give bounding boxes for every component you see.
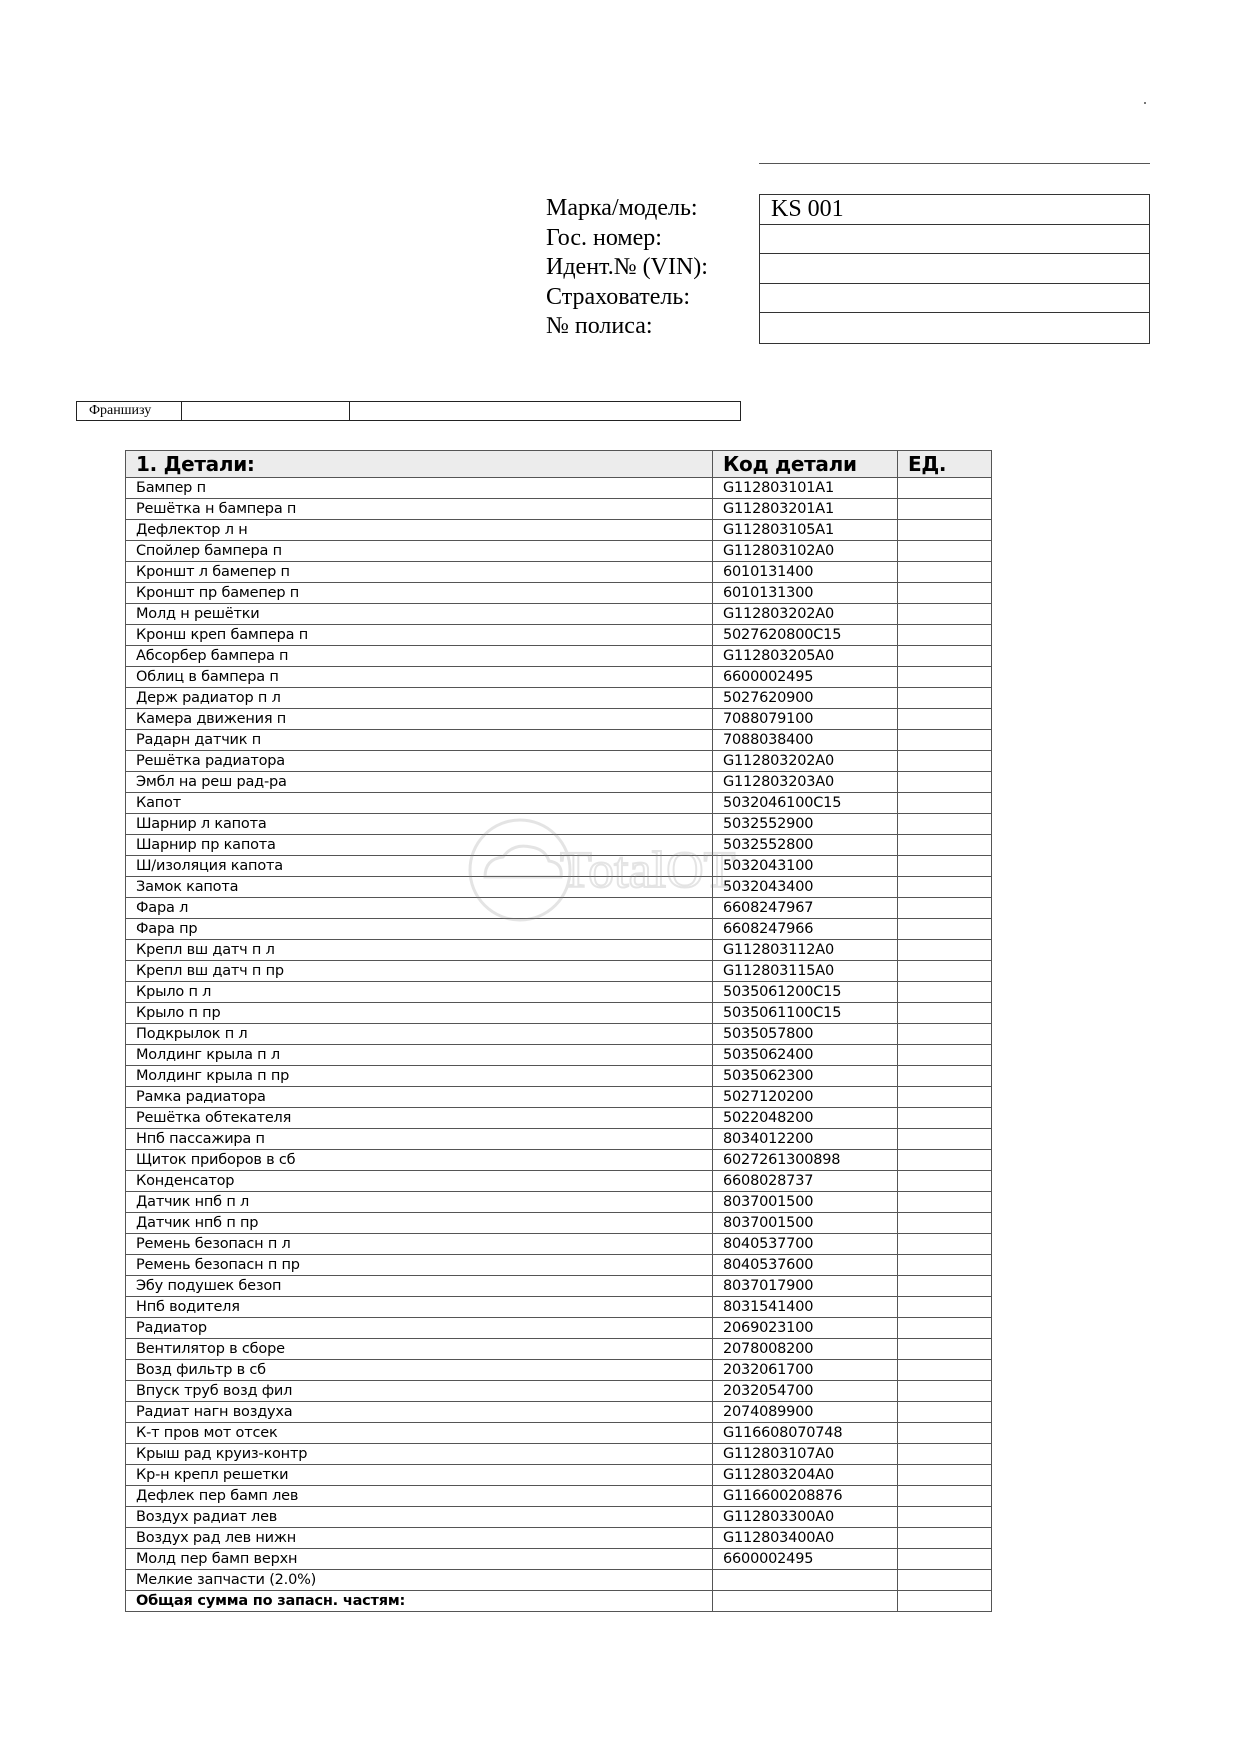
cell-code: G112803205A0 bbox=[713, 646, 898, 667]
cell-unit bbox=[898, 940, 992, 961]
label-plate-number: Гос. номер: bbox=[546, 224, 662, 251]
table-row bbox=[126, 1486, 992, 1507]
cell-code: 6608247966 bbox=[713, 919, 898, 940]
cell-name: Крыш рад круиз-контр bbox=[126, 1444, 713, 1465]
cell-code: 5027120200 bbox=[713, 1087, 898, 1108]
cell-unit bbox=[898, 1192, 992, 1213]
table-row bbox=[126, 898, 992, 919]
cell-name: Возд фильтр в сб bbox=[126, 1360, 713, 1381]
table-row bbox=[126, 856, 992, 877]
table-row bbox=[126, 1276, 992, 1297]
cell-name: Кроншт пр бамепер п bbox=[126, 583, 713, 604]
cell-unit bbox=[898, 583, 992, 604]
cell-unit bbox=[898, 1276, 992, 1297]
cell-name: Облиц в бампера п bbox=[126, 667, 713, 688]
table-row bbox=[126, 1213, 992, 1234]
cell-code: 5035062300 bbox=[713, 1066, 898, 1087]
field-vin bbox=[760, 254, 1149, 284]
cell-name: К-т пров мот отсек bbox=[126, 1423, 713, 1444]
cell-code: 6027261300898 bbox=[713, 1150, 898, 1171]
cell-name: Вентилятор в сборе bbox=[126, 1339, 713, 1360]
table-row bbox=[126, 1339, 992, 1360]
cell-code: 5032552800 bbox=[713, 835, 898, 856]
cell-code: 5035061200C15 bbox=[713, 982, 898, 1003]
table-row bbox=[126, 499, 992, 520]
cell-unit bbox=[898, 499, 992, 520]
cell-name: Шарнир пр капота bbox=[126, 835, 713, 856]
table-row bbox=[126, 793, 992, 814]
cell-unit bbox=[898, 1444, 992, 1465]
cell-unit bbox=[898, 1486, 992, 1507]
franchise-table bbox=[76, 401, 741, 421]
cell-name: Нпб пассажира п bbox=[126, 1129, 713, 1150]
total-cell-name: Общая сумма по запасн. частям: bbox=[126, 1591, 713, 1612]
cell-code: 6608028737 bbox=[713, 1171, 898, 1192]
cell-name: Конденсатор bbox=[126, 1171, 713, 1192]
cell-unit bbox=[898, 625, 992, 646]
table-row bbox=[126, 1402, 992, 1423]
cell-unit bbox=[898, 1339, 992, 1360]
total-cell-code bbox=[713, 1591, 898, 1612]
cell-name: Держ радиатор п л bbox=[126, 688, 713, 709]
label-policy-number: № полиса: bbox=[546, 313, 653, 340]
cell-name: Щиток приборов в сб bbox=[126, 1150, 713, 1171]
cell-name: Крепл вш датч п пр bbox=[126, 961, 713, 982]
table-row bbox=[126, 625, 992, 646]
cell-unit bbox=[898, 1423, 992, 1444]
cell-name: Кронш креп бампера п bbox=[126, 625, 713, 646]
vehicle-info-labels bbox=[546, 194, 708, 342]
table-row bbox=[126, 1528, 992, 1549]
cell-code: 6010131400 bbox=[713, 562, 898, 583]
cell-code: G112803202A0 bbox=[713, 751, 898, 772]
cell-name: Фара л bbox=[126, 898, 713, 919]
cell-unit bbox=[898, 814, 992, 835]
table-row bbox=[126, 1192, 992, 1213]
cell-code: G116600208876 bbox=[713, 1486, 898, 1507]
cell-name: Крыло п пр bbox=[126, 1003, 713, 1024]
cell-name: Молдинг крыла п пр bbox=[126, 1066, 713, 1087]
table-row bbox=[126, 1360, 992, 1381]
table-row bbox=[126, 877, 992, 898]
cell-name: Капот bbox=[126, 793, 713, 814]
cell-name: Фара пр bbox=[126, 919, 713, 940]
cell-code: 8031541400 bbox=[713, 1297, 898, 1318]
field-plate-number bbox=[760, 225, 1149, 255]
parts-table bbox=[125, 450, 992, 1612]
cell-unit bbox=[898, 688, 992, 709]
cell-unit bbox=[898, 793, 992, 814]
parts-table-body bbox=[126, 478, 992, 1612]
cell-name: Ремень безопасн п пр bbox=[126, 1255, 713, 1276]
cell-unit bbox=[898, 1528, 992, 1549]
cell-name: Эмбл на реш рад-ра bbox=[126, 772, 713, 793]
cell-name: Впуск труб возд фил bbox=[126, 1381, 713, 1402]
cell-unit bbox=[898, 1129, 992, 1150]
cell-name: Радарн датчик п bbox=[126, 730, 713, 751]
cell-unit bbox=[898, 1234, 992, 1255]
cell-code: 6600002495 bbox=[713, 667, 898, 688]
cell-unit bbox=[898, 1066, 992, 1087]
cell-name: Радиатор bbox=[126, 1318, 713, 1339]
cell-name: Подкрылок п л bbox=[126, 1024, 713, 1045]
table-row bbox=[126, 1108, 992, 1129]
cell-code: 2069023100 bbox=[713, 1318, 898, 1339]
cell-code: 8034012200 bbox=[713, 1129, 898, 1150]
cell-unit bbox=[898, 1318, 992, 1339]
table-row bbox=[126, 1423, 992, 1444]
cell-name: Дефлек пер бамп лев bbox=[126, 1486, 713, 1507]
table-row bbox=[126, 1465, 992, 1486]
cell-code: 5035061100C15 bbox=[713, 1003, 898, 1024]
cell-code: 5032552900 bbox=[713, 814, 898, 835]
cell-unit bbox=[898, 1150, 992, 1171]
table-row bbox=[126, 961, 992, 982]
cell-code: G112803203A0 bbox=[713, 772, 898, 793]
cell-name: Радиат нагн воздуха bbox=[126, 1402, 713, 1423]
header-parts: 1. Детали: bbox=[126, 451, 713, 478]
cell-unit bbox=[898, 730, 992, 751]
table-row bbox=[126, 1150, 992, 1171]
table-row bbox=[126, 1024, 992, 1045]
cell-unit bbox=[898, 478, 992, 499]
table-row bbox=[126, 604, 992, 625]
cell-name: Ремень безопасн п л bbox=[126, 1234, 713, 1255]
table-row bbox=[126, 1381, 992, 1402]
cell-name: Бампер п bbox=[126, 478, 713, 499]
stray-dot bbox=[1144, 102, 1146, 104]
table-row bbox=[126, 1171, 992, 1192]
cell-name: Датчик нпб п л bbox=[126, 1192, 713, 1213]
cell-unit bbox=[898, 541, 992, 562]
cell-code: 8040537700 bbox=[713, 1234, 898, 1255]
cell-unit bbox=[898, 646, 992, 667]
cell-name: Ш/изоляция капота bbox=[126, 856, 713, 877]
field-make-model: KS 001 bbox=[760, 195, 1149, 225]
table-row bbox=[126, 919, 992, 940]
cell-unit bbox=[898, 1507, 992, 1528]
table-row bbox=[126, 667, 992, 688]
cell-name: Кр-н крепл решетки bbox=[126, 1465, 713, 1486]
cell-unit bbox=[898, 1024, 992, 1045]
cell-code: 8040537600 bbox=[713, 1255, 898, 1276]
cell-code: 2078008200 bbox=[713, 1339, 898, 1360]
cell-code: G112803115A0 bbox=[713, 961, 898, 982]
cell-unit bbox=[898, 562, 992, 583]
table-row bbox=[126, 772, 992, 793]
cell-unit bbox=[898, 856, 992, 877]
table-row bbox=[126, 982, 992, 1003]
table-row bbox=[126, 1444, 992, 1465]
table-row bbox=[126, 709, 992, 730]
table-row bbox=[126, 562, 992, 583]
cell-unit bbox=[898, 1402, 992, 1423]
cell-name: Шарнир л капота bbox=[126, 814, 713, 835]
cell-unit bbox=[898, 919, 992, 940]
table-row bbox=[126, 1045, 992, 1066]
cell-unit bbox=[898, 667, 992, 688]
cell-unit bbox=[898, 877, 992, 898]
cell-name: Воздух рад лев нижн bbox=[126, 1528, 713, 1549]
table-row bbox=[126, 940, 992, 961]
cell-name: Спойлер бампера п bbox=[126, 541, 713, 562]
cell-unit bbox=[898, 1465, 992, 1486]
table-row bbox=[126, 1087, 992, 1108]
cell-code: 5032043100 bbox=[713, 856, 898, 877]
cell-code: G112803201A1 bbox=[713, 499, 898, 520]
table-row bbox=[126, 814, 992, 835]
table-row bbox=[126, 583, 992, 604]
cell-code: 5035057800 bbox=[713, 1024, 898, 1045]
cell-code: 5032046100C15 bbox=[713, 793, 898, 814]
table-row bbox=[126, 520, 992, 541]
cell-name: Дефлектор л н bbox=[126, 520, 713, 541]
cell-name: Решётка радиатора bbox=[126, 751, 713, 772]
cell-unit bbox=[898, 1381, 992, 1402]
cell-code: G112803112A0 bbox=[713, 940, 898, 961]
cell-unit bbox=[898, 1045, 992, 1066]
header-unit: ЕД. bbox=[898, 451, 992, 478]
total-cell-unit bbox=[898, 1591, 992, 1612]
cell-name: Датчик нпб п пр bbox=[126, 1213, 713, 1234]
cell-code: 7088079100 bbox=[713, 709, 898, 730]
cell-unit bbox=[898, 1003, 992, 1024]
cell-unit bbox=[898, 520, 992, 541]
cell-code: 6600002495 bbox=[713, 1549, 898, 1570]
cell-code: 5027620800C15 bbox=[713, 625, 898, 646]
cell-unit bbox=[898, 751, 992, 772]
table-row bbox=[126, 835, 992, 856]
cell-unit bbox=[898, 604, 992, 625]
cell-name: Воздух радиат лев bbox=[126, 1507, 713, 1528]
cell-code: G112803107A0 bbox=[713, 1444, 898, 1465]
table-row bbox=[126, 1003, 992, 1024]
franchise-label: Франшизу bbox=[77, 402, 182, 420]
cell-code: 5032043400 bbox=[713, 877, 898, 898]
franchise-value-1 bbox=[182, 402, 350, 420]
field-insured bbox=[760, 284, 1149, 314]
cell-name: Камера движения п bbox=[126, 709, 713, 730]
cell-unit bbox=[898, 772, 992, 793]
cell-unit bbox=[898, 1549, 992, 1570]
table-row bbox=[126, 1297, 992, 1318]
label-vin: Идент.№ (VIN): bbox=[546, 254, 708, 281]
cell-unit bbox=[898, 961, 992, 982]
cell-name: Кроншт л бамепер п bbox=[126, 562, 713, 583]
cell-unit bbox=[898, 835, 992, 856]
cell-name: Эбу подушек безоп bbox=[126, 1276, 713, 1297]
table-row bbox=[126, 1129, 992, 1150]
franchise-value-2 bbox=[350, 402, 740, 420]
cell-unit bbox=[898, 1213, 992, 1234]
cell-code: G112803400A0 bbox=[713, 1528, 898, 1549]
parts-table-header bbox=[126, 451, 992, 478]
table-row bbox=[126, 1318, 992, 1339]
cell-code: G112803102A0 bbox=[713, 541, 898, 562]
signature-line bbox=[759, 163, 1150, 164]
table-row bbox=[126, 730, 992, 751]
cell-name: Крыло п л bbox=[126, 982, 713, 1003]
cell-unit bbox=[898, 709, 992, 730]
cell-code: G112803300A0 bbox=[713, 1507, 898, 1528]
cell-code: 5022048200 bbox=[713, 1108, 898, 1129]
cell-name: Решётка обтекателя bbox=[126, 1108, 713, 1129]
cell-code bbox=[713, 1570, 898, 1591]
label-insured: Страхователь: bbox=[546, 283, 690, 310]
cell-code: 6608247967 bbox=[713, 898, 898, 919]
cell-unit bbox=[898, 1360, 992, 1381]
cell-code: G112803105A1 bbox=[713, 520, 898, 541]
cell-code: 5035062400 bbox=[713, 1045, 898, 1066]
cell-code: 5027620900 bbox=[713, 688, 898, 709]
cell-name: Крепл вш датч п л bbox=[126, 940, 713, 961]
table-row bbox=[126, 751, 992, 772]
table-row bbox=[126, 1507, 992, 1528]
cell-name: Рамка радиатора bbox=[126, 1087, 713, 1108]
table-row bbox=[126, 646, 992, 667]
table-row bbox=[126, 1570, 992, 1591]
cell-code: 2074089900 bbox=[713, 1402, 898, 1423]
watermark-text: TotalOT bbox=[560, 842, 736, 899]
cell-code: 7088038400 bbox=[713, 730, 898, 751]
cell-code: G112803202A0 bbox=[713, 604, 898, 625]
cell-unit bbox=[898, 1570, 992, 1591]
cell-name: Молд пер бамп верхн bbox=[126, 1549, 713, 1570]
table-row bbox=[126, 541, 992, 562]
cell-code: 8037001500 bbox=[713, 1213, 898, 1234]
label-make-model: Марка/модель: bbox=[546, 195, 698, 221]
total-row bbox=[126, 1591, 992, 1612]
field-policy-number bbox=[760, 313, 1149, 343]
cell-code: 6010131300 bbox=[713, 583, 898, 604]
cell-code: 2032061700 bbox=[713, 1360, 898, 1381]
cell-unit bbox=[898, 1255, 992, 1276]
table-row bbox=[126, 1255, 992, 1276]
table-row bbox=[126, 1234, 992, 1255]
cell-unit bbox=[898, 1171, 992, 1192]
cell-code: 8037017900 bbox=[713, 1276, 898, 1297]
table-row bbox=[126, 478, 992, 499]
table-row bbox=[126, 1066, 992, 1087]
cell-code: G112803101A1 bbox=[713, 478, 898, 499]
cell-unit bbox=[898, 982, 992, 1003]
cell-unit bbox=[898, 898, 992, 919]
table-row bbox=[126, 1549, 992, 1570]
cell-name: Молд н решётки bbox=[126, 604, 713, 625]
vehicle-info-box bbox=[759, 194, 1150, 344]
cell-name: Замок капота bbox=[126, 877, 713, 898]
cell-code: G116608070748 bbox=[713, 1423, 898, 1444]
cell-name: Нпб водителя bbox=[126, 1297, 713, 1318]
cell-unit bbox=[898, 1297, 992, 1318]
cell-code: G112803204A0 bbox=[713, 1465, 898, 1486]
cell-name: Решётка н бампера п bbox=[126, 499, 713, 520]
cell-code: 2032054700 bbox=[713, 1381, 898, 1402]
cell-unit bbox=[898, 1108, 992, 1129]
header-part-code: Код детали bbox=[713, 451, 898, 478]
cell-name: Мелкие запчасти (2.0%) bbox=[126, 1570, 713, 1591]
cell-unit bbox=[898, 1087, 992, 1108]
cell-code: 8037001500 bbox=[713, 1192, 898, 1213]
cell-name: Абсорбер бампера п bbox=[126, 646, 713, 667]
table-row bbox=[126, 688, 992, 709]
cell-name: Молдинг крыла п л bbox=[126, 1045, 713, 1066]
